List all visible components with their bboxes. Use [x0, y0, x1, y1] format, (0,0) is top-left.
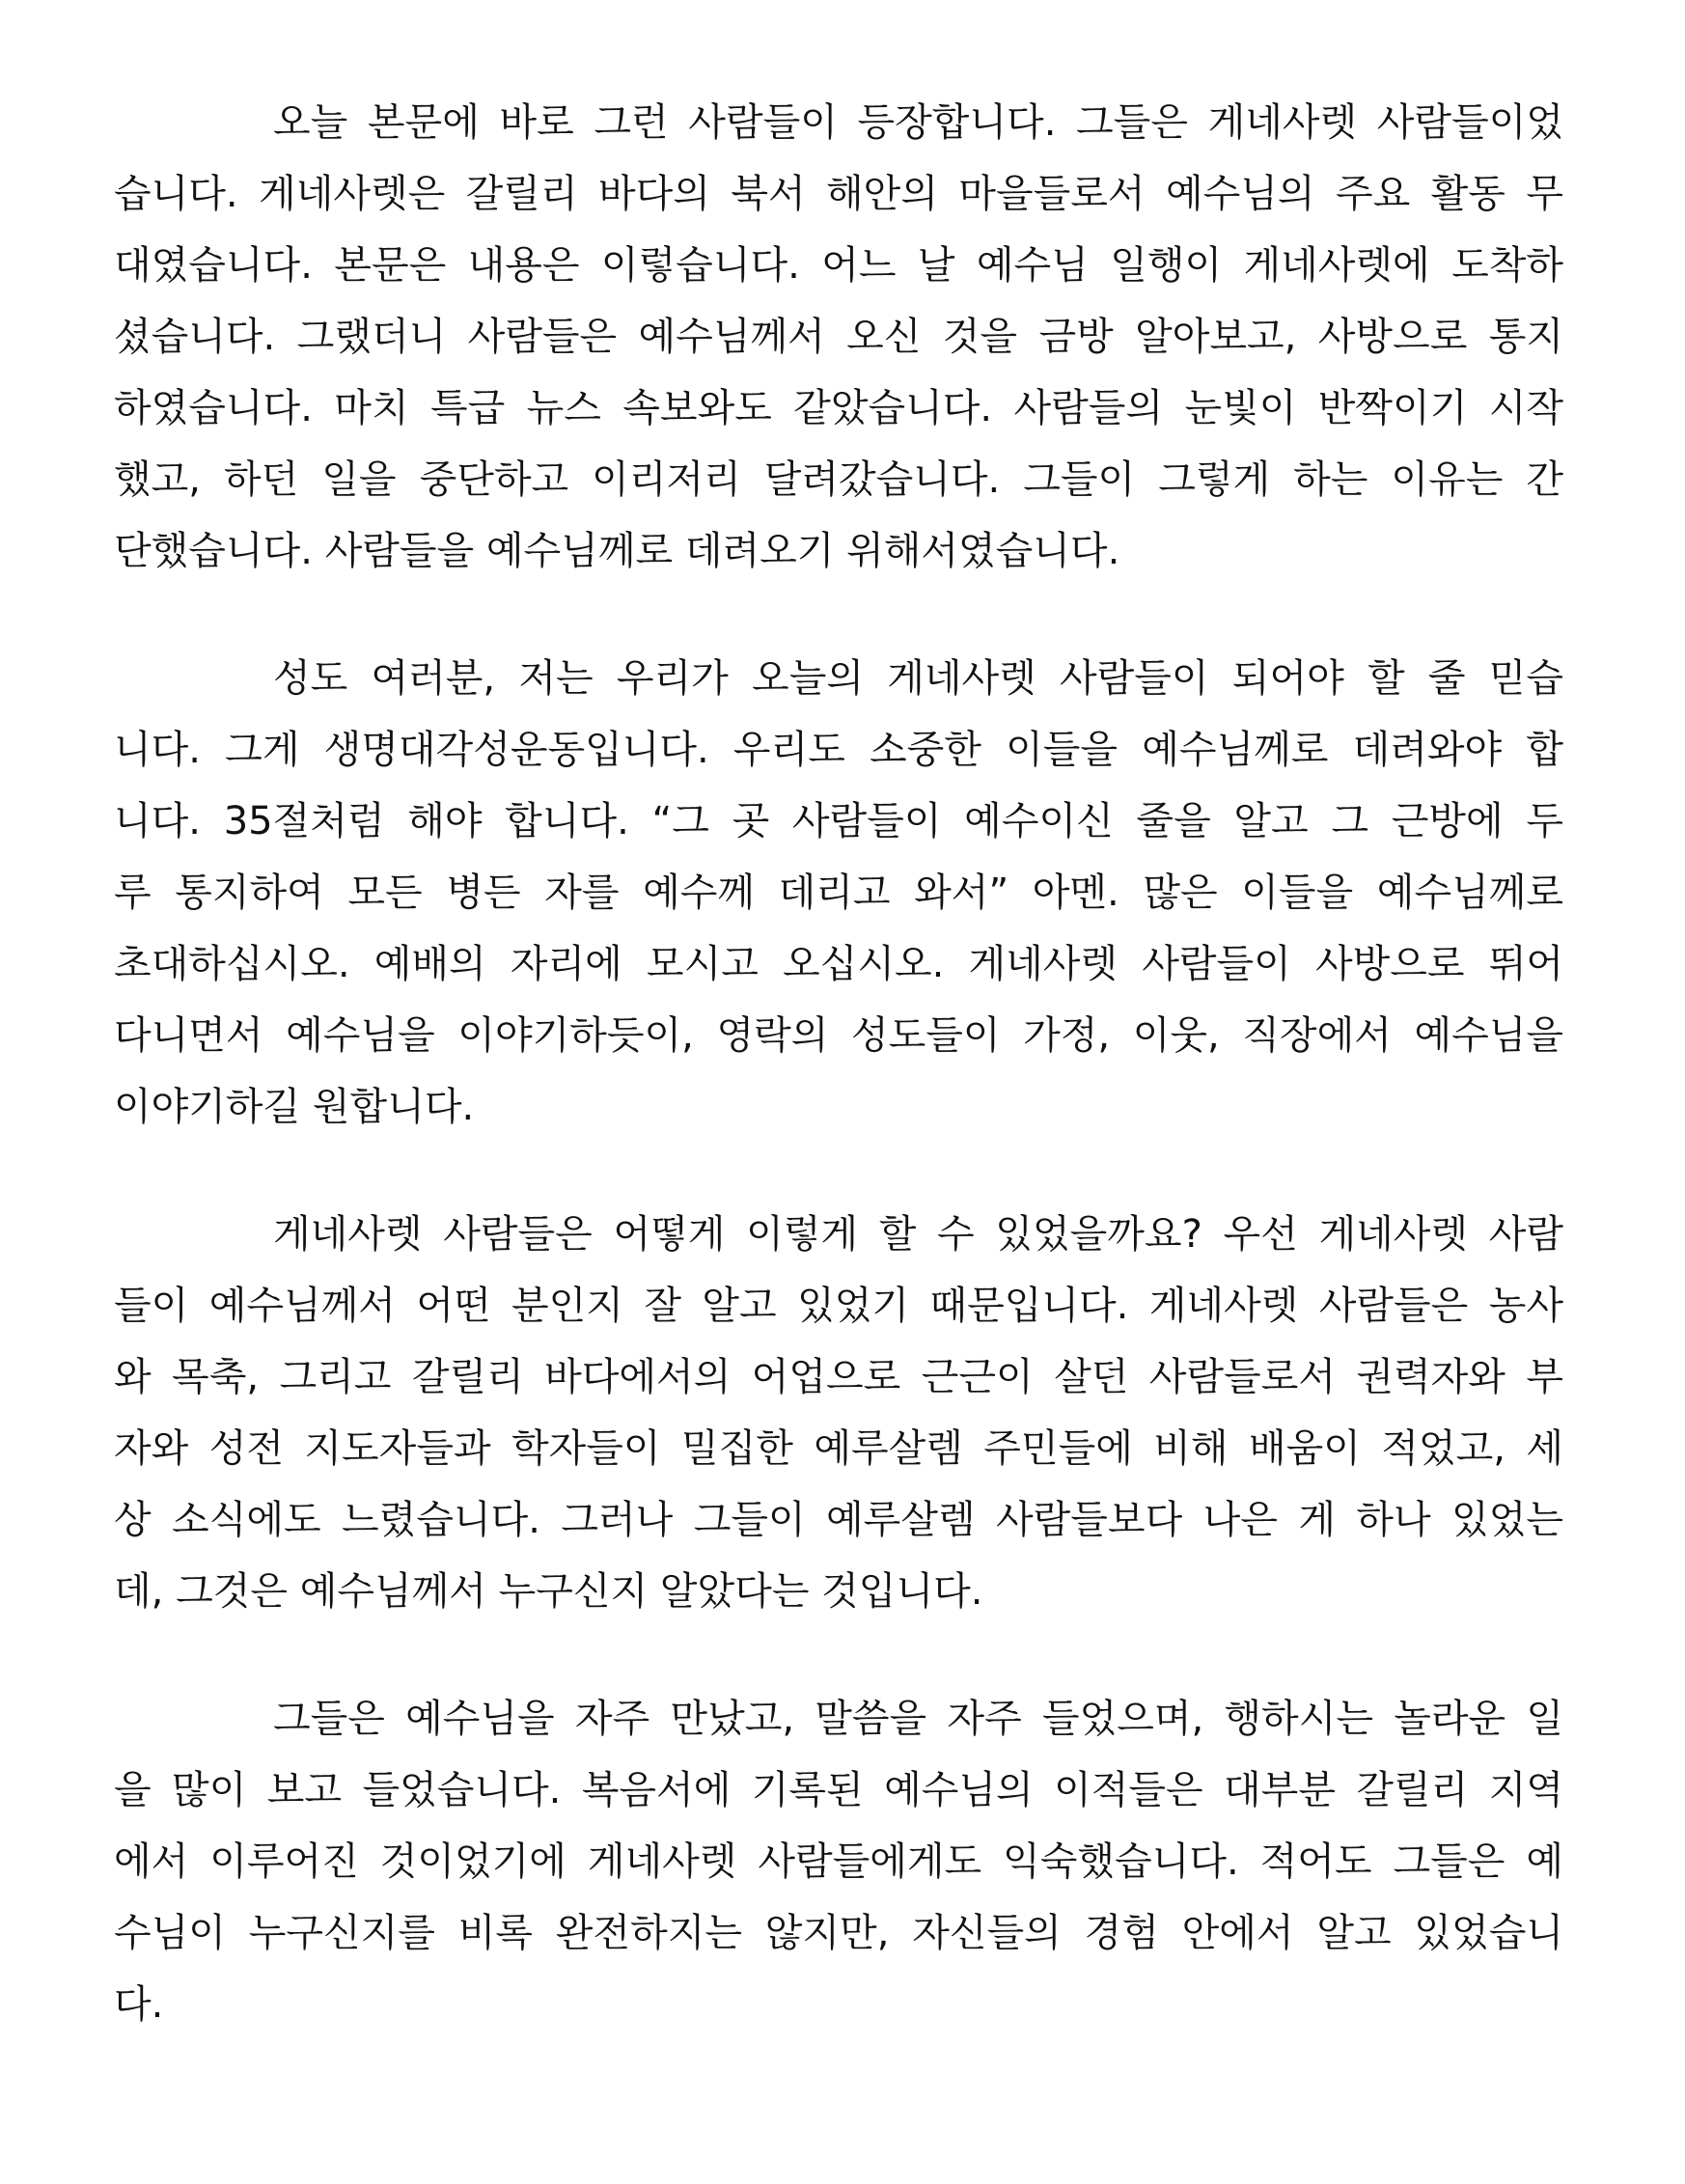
text-line: 다. — [114, 1982, 164, 2027]
text-line: 셨습니다. 그랬더니 사람들은 예수님께서 오신 것을 금방 알아보고, 사방으로 통지 — [114, 315, 1563, 359]
text-line: 그들은 예수님을 자주 만났고, 말씀을 자주 들었으며, 행하시는 놀라운 일 — [273, 1697, 1563, 1741]
paragraph-1 — [114, 87, 1563, 587]
text-line: 했고, 하던 일을 중단하고 이리저리 달려갔습니다. 그들이 그렇게 하는 이유는 간 — [114, 457, 1563, 502]
text-line: 단했습니다. 사람들을 예수님께로 데려오기 위해서였습니다. — [114, 529, 1120, 573]
text-line: 습니다. 게네사렛은 갈릴리 바다의 북서 해안의 마을들로서 예수님의 주요 활동 무 — [114, 172, 1563, 216]
text-line: 게네사렛 사람들은 어떻게 이렇게 할 수 있었을까요? 우선 게네사렛 사람 — [273, 1212, 1563, 1257]
text-line: 하였습니다. 마치 특급 뉴스 속보와도 같았습니다. 사람들의 눈빛이 반짝이기 시작 — [114, 386, 1563, 430]
paragraph-2 — [114, 643, 1563, 1143]
text-line: 이야기하길 원합니다. — [114, 1085, 475, 1129]
text-line: 루 통지하여 모든 병든 자를 예수께 데리고 와서” 아멘. 많은 이들을 예수님께로 — [114, 871, 1563, 915]
text-line: 상 소식에도 느렸습니다. 그러나 그들이 예루살렘 사람들보다 나은 게 하나 있었는 — [114, 1498, 1563, 1542]
text-line: 니다. 그게 생명대각성운동입니다. 우리도 소중한 이들을 예수님께로 데려와야 합 — [114, 728, 1563, 772]
document-page — [114, 87, 1563, 2096]
text-line: 니다. 35절처럼 해야 합니다. “그 곳 사람들이 예수이신 줄을 알고 그 근방에 두 — [114, 799, 1563, 843]
text-line: 와 목축, 그리고 갈릴리 바다에서의 어업으로 근근이 살던 사람들로서 권력자와 부 — [114, 1355, 1563, 1399]
text-line: 을 많이 보고 들었습니다. 복음서에 기록된 예수님의 이적들은 대부분 갈릴리 지역 — [114, 1768, 1563, 1812]
text-line: 에서 이루어진 것이었기에 게네사렛 사람들에게도 익숙했습니다. 적어도 그들은 예 — [114, 1839, 1563, 1884]
text-line: 다니면서 예수님을 이야기하듯이, 영락의 성도들이 가정, 이웃, 직장에서 예수님을 — [114, 1013, 1563, 1058]
text-line: 자와 성전 지도자들과 학자들이 밀집한 예루살렘 주민들에 비해 배움이 적었고, 세 — [114, 1426, 1563, 1471]
paragraph-4 — [114, 1683, 1563, 2040]
text-line: 수님이 누구신지를 비록 완전하지는 않지만, 자신들의 경험 안에서 알고 있었습니 — [114, 1911, 1563, 1955]
text-line: 대였습니다. 본문은 내용은 이렇습니다. 어느 날 예수님 일행이 게네사렛에 도착하 — [114, 243, 1563, 288]
text-line: 데, 그것은 예수님께서 누구신지 알았다는 것입니다. — [114, 1569, 983, 1614]
text-line: 초대하십시오. 예배의 자리에 모시고 오십시오. 게네사렛 사람들이 사방으로 뛰어 — [114, 942, 1563, 986]
paragraph-3 — [114, 1199, 1563, 1627]
text-line: 오늘 본문에 바로 그런 사람들이 등장합니다. 그들은 게네사렛 사람들이었 — [273, 100, 1563, 145]
text-line: 성도 여러분, 저는 우리가 오늘의 게네사렛 사람들이 되어야 할 줄 믿습 — [273, 656, 1563, 701]
text-line: 들이 예수님께서 어떤 분인지 잘 알고 있었기 때문입니다. 게네사렛 사람들은 농사 — [114, 1284, 1563, 1328]
